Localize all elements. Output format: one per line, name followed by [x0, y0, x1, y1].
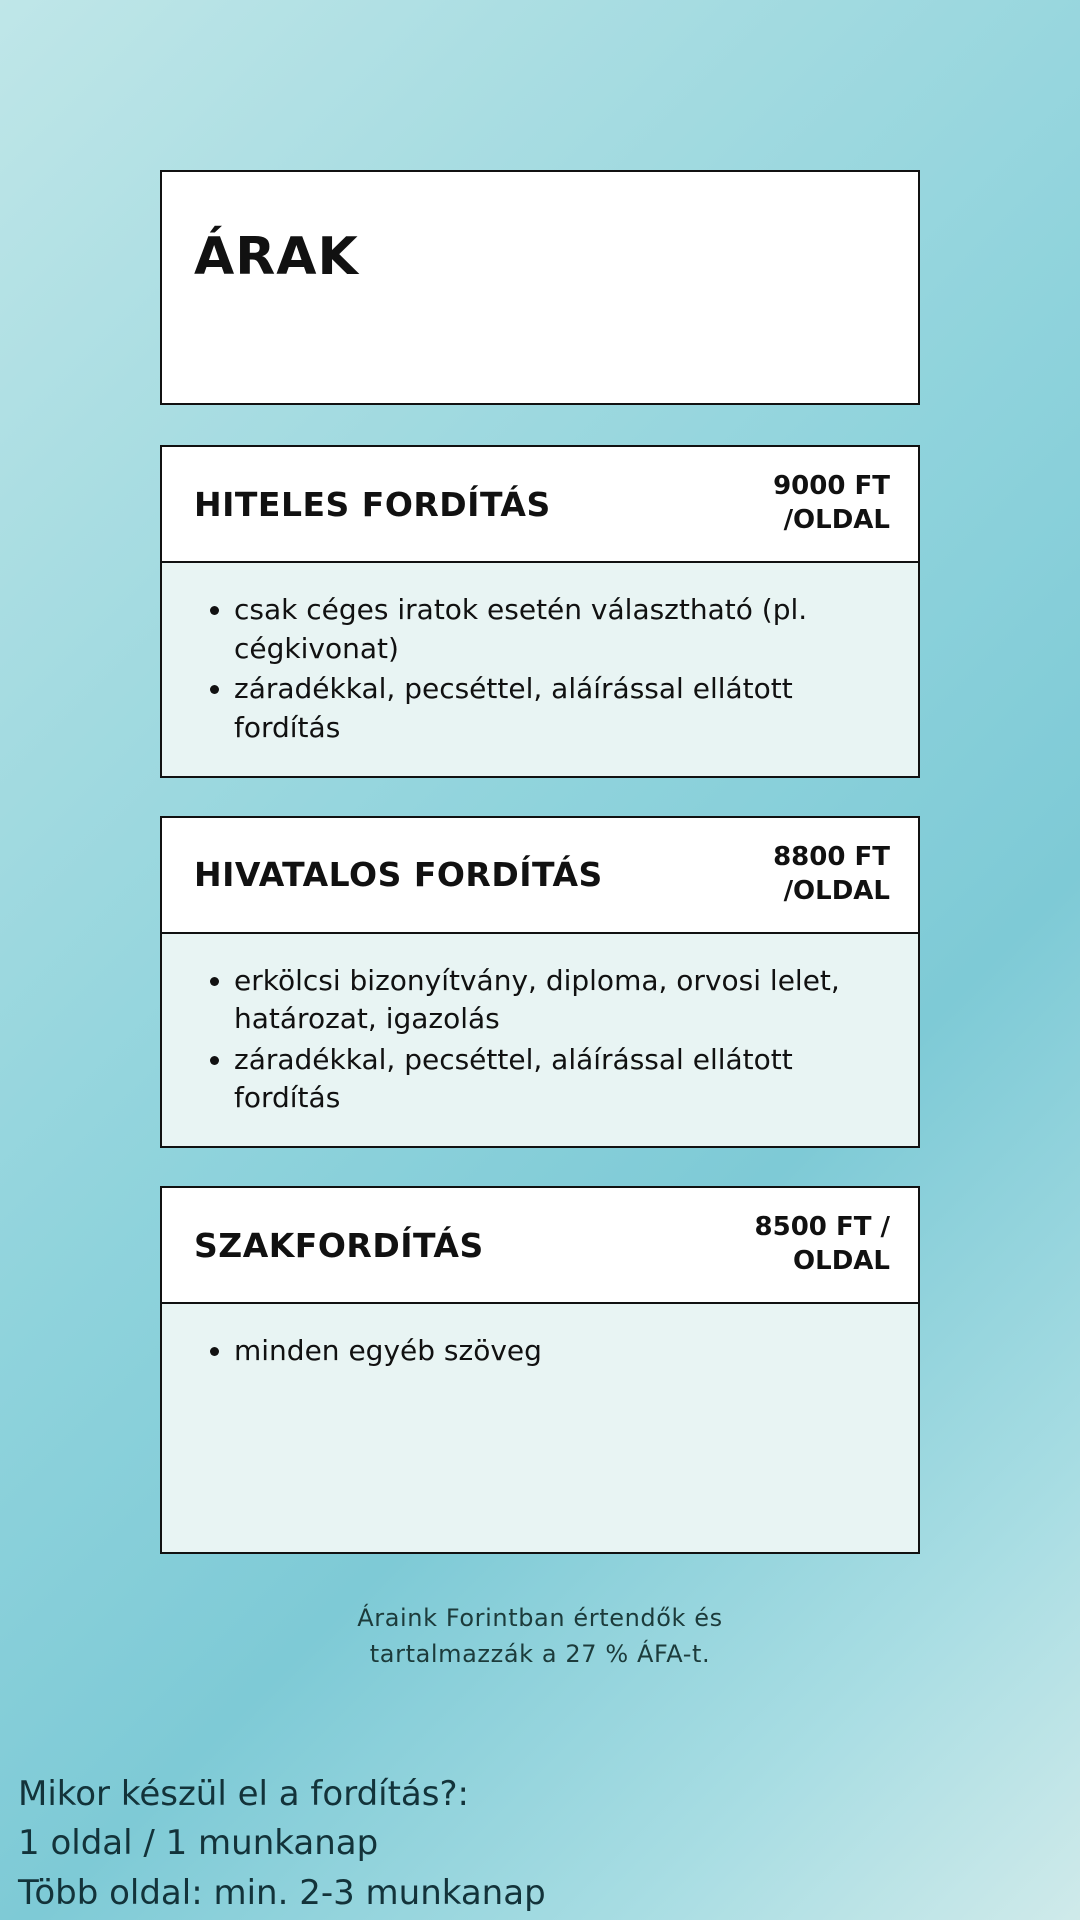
service-price [773, 470, 890, 538]
list-item: • minden egyéb szöveg [234, 1332, 888, 1371]
service-block-hivatalos-forditas [160, 816, 920, 1149]
delivery-info [18, 1770, 1058, 1918]
service-body [160, 563, 920, 778]
service-body [160, 1304, 920, 1554]
vat-footnote-line2: tartalmazzák a 27 % ÁFA-t. [369, 1640, 711, 1668]
list-item: • záradékkal, pecséttel, aláírással ellátott fordítás [234, 670, 888, 747]
service-price [755, 1211, 890, 1279]
service-bullet-list [192, 591, 888, 748]
service-price-unit: /OLDAL [783, 505, 890, 535]
service-header [160, 445, 920, 563]
list-item: • csak céges iratok esetén választható (pl. cégkivonat) [234, 591, 888, 668]
list-item: • erkölcsi bizonyítvány, diploma, orvosi lelet, határozat, igazolás [234, 962, 888, 1039]
service-price [773, 841, 890, 909]
service-header [160, 816, 920, 934]
service-block-szakforditas [160, 1186, 920, 1554]
service-bullet-list [192, 1332, 888, 1371]
list-item: • záradékkal, pecséttel, aláírással ellátott fordítás [234, 1041, 888, 1118]
title-card [160, 170, 920, 405]
pricing-sheet [160, 170, 920, 1672]
service-name: SZAKFORDÍTÁS [194, 1225, 484, 1265]
service-bullet-list [192, 962, 888, 1119]
service-price-amount: 8800 FT [773, 841, 890, 872]
service-header [160, 1186, 920, 1304]
delivery-single-page: 1 oldal / 1 munkanap [18, 1823, 379, 1864]
page-title: ÁRAK [194, 227, 359, 287]
service-price-unit: /OLDAL [783, 875, 890, 906]
service-name: HIVATALOS FORDÍTÁS [194, 855, 603, 894]
service-price-unit: OLDAL [793, 1246, 890, 1276]
service-price-amount: 9000 FT [773, 471, 890, 502]
service-block-hiteles-forditas [160, 445, 920, 778]
vat-footnote [160, 1600, 920, 1672]
vat-footnote-line1: Áraink Forintban értendők és [357, 1604, 723, 1632]
delivery-question: Mikor készül el a fordítás?: [18, 1774, 469, 1814]
delivery-multi-page: Több oldal: min. 2-3 munkanap [18, 1872, 546, 1913]
service-price-amount: 8500 FT / [754, 1212, 890, 1243]
service-body [160, 934, 920, 1149]
service-name: HITELES FORDÍTÁS [194, 484, 551, 524]
